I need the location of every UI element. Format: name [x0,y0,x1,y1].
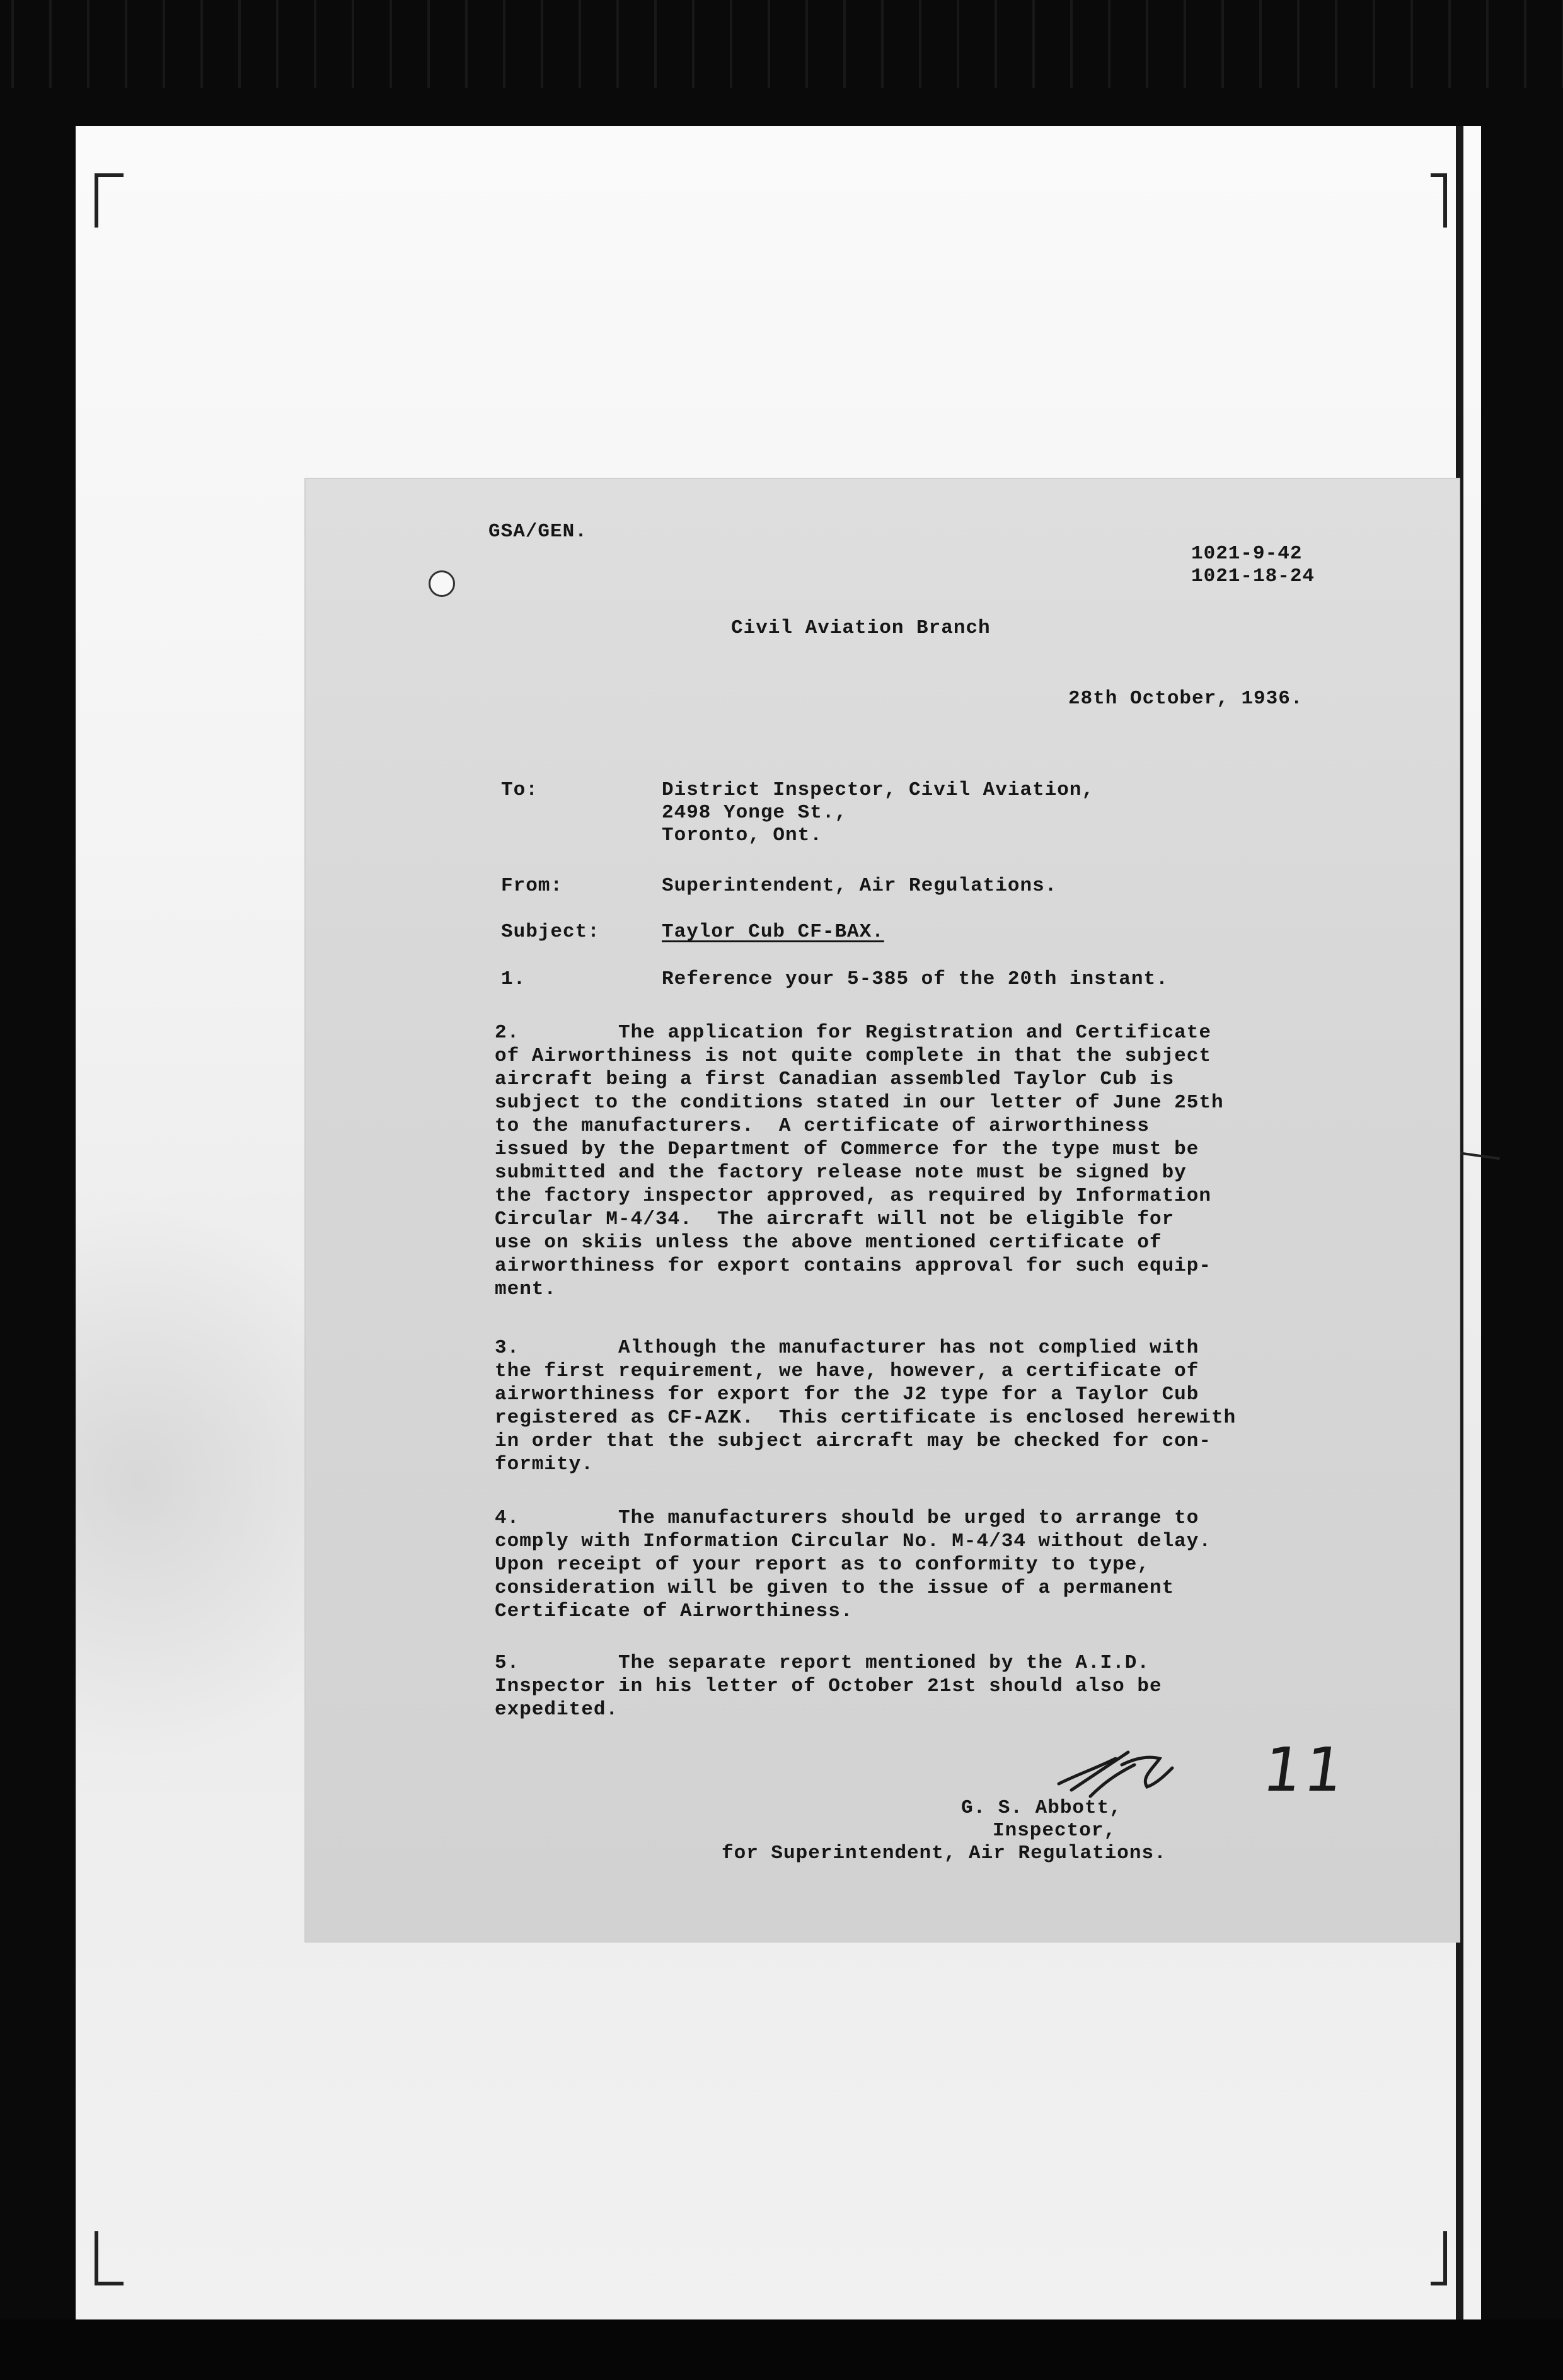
to-address-line: Toronto, Ont. [662,824,822,846]
paragraph-1: Reference your 5-385 of the 20th instant. [662,968,1168,990]
to-address-line: 2498 Yonge St., [662,802,848,824]
signatory-name: G. S. Abbott, [961,1797,1122,1819]
letter-date: 28th October, 1936. [1068,688,1303,710]
file-number: 1021-9-42 [1191,543,1303,565]
corner-mark-bottom-left [95,2231,124,2285]
from-value: Superintendent, Air Regulations. [662,875,1058,897]
to-label: To: [501,779,538,801]
subject-label: Subject: [501,921,600,943]
paragraph-2: 2. The application for Registration and Certificate of Airworthiness is not quite complete in that the subject aircraft being a first Canadian assembled Taylor Cub is subject to the conditions stated in our letter of June 25th to the manufacturers. A certificate of airworthiness issued by the Department of Commerce for the type must be submitted and the factory release note must be signed by the factory inspector approved, as required by Information Circular M-4/34. The aircraft will not be eligible for use on skiis unless the above mentioned certificate of airworthiness for export contains approval for such equip- ment. [495,1022,1224,1300]
film-bottom-strip [0,2319,1563,2380]
margin-handwritten-number: 11 [1259,1735,1351,1805]
signatory-for: for Superintendent, Air Regulations. [722,1842,1167,1864]
reference-code: GSA/GEN. [488,521,587,543]
paragraph-4: 4. The manufacturers should be urged to arrange to comply with Information Circular No. M-4/34 without delay. Upon receipt of your report as to conformity to type, consideration will be given to the issue of a permanent Certificate of Airworthiness. [495,1507,1211,1622]
corner-mark-bottom-right [1431,2231,1447,2285]
punch-hole [429,570,455,597]
paragraph-3: 3. Although the manufacturer has not complied with the first requirement, we have, however, a certificate of airworthiness for export for the J2 type for a Taylor Cub registered as CF-AZK. This certificate is enclosed herewith in order that the subject aircraft may be checked for con- formity. [495,1337,1237,1476]
paragraph-number: 1. [501,968,526,990]
corner-mark-top-left [95,173,124,228]
signatory-title: Inspector, [993,1820,1117,1842]
paragraph-5: 5. The separate report mentioned by the A.I.D. Inspector in his letter of October 21st should also be expedited. [495,1652,1162,1721]
from-label: From: [501,875,563,897]
subject-value: Taylor Cub CF-BAX. [662,921,884,943]
typed-letter [306,479,1459,1941]
film-top-strip [0,0,1563,88]
file-number: 1021-18-24 [1191,565,1315,587]
to-address-line: District Inspector, Civil Aviation, [662,779,1095,801]
branch-title: Civil Aviation Branch [731,617,991,639]
corner-mark-top-right [1431,173,1447,228]
